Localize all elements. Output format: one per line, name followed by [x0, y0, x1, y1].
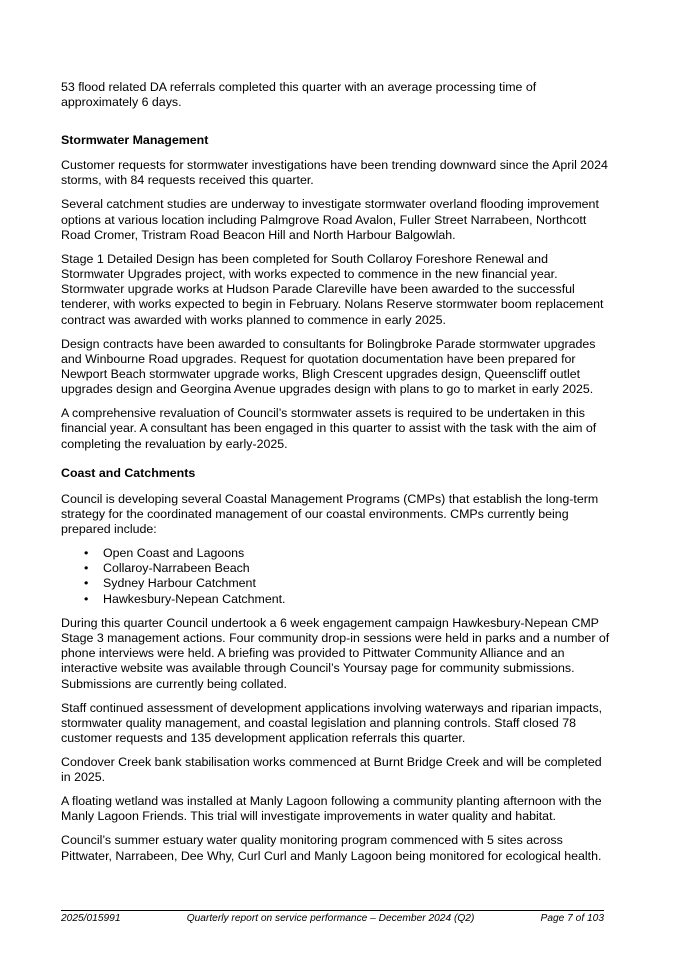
footer-doc-number: 2025/015991: [61, 913, 121, 924]
intro-paragraph: 53 flood related DA referrals completed this quarter with an average processing time of approximately 6 days.: [61, 80, 537, 110]
coast-paragraph: Condover Creek bank stabilisation works commenced at Burnt Bridge Creek and will be completed in 2025.: [61, 755, 602, 785]
coast-heading: Coast and Catchments: [61, 466, 196, 481]
page-footer: [61, 910, 604, 926]
stormwater-heading: Stormwater Management: [61, 133, 209, 147]
coast-paragraph: Staff continued assessment of development applications involving waterways and riparian impacts, stormwater quality management, and coastal legislation and planning controls. Staff closed 78 customer requests and 135 development application referrals this quarter.: [61, 700, 603, 746]
coast-paragraph: Council’s summer estuary water quality monitoring program commenced with 5 sites across Pittwater, Narrabeen, Dee Why, Curl Curl and Manly Lagoon being monitored for ecological health.: [61, 833, 602, 863]
list-item: • Hawkesbury-Nepean Catchment.: [103, 592, 611, 607]
stormwater-paragraph: Several catchment studies are underway to investigate stormwater overland flooding improvement options at various location including Palmgrove Road Avalon, Fuller Street Narrabeen, Northcott Road Cromer, Tristram Road Beacon Hill and North Harbour Balgowlah.: [61, 197, 599, 242]
cmp-list: [61, 546, 611, 607]
list-item: • Sydney Harbour Catchment: [103, 576, 611, 591]
list-item: • Open Coast and Lagoons: [103, 546, 611, 561]
coast-intro-paragraph: Council is developing several Coastal Management Programs (CMPs) that establish the long-term strategy for the coordinated management of our coastal environments. CMPs currently being prepared include:: [61, 491, 599, 537]
footer-page-number: Page 7 of 103: [540, 913, 604, 924]
stormwater-paragraph: Design contracts have been awarded to consultants for Bolingbroke Parade stormwater upgrades and Winbourne Road upgrades. Request for quotation documentation have been prepared for Newport Beach stormwater upgrade works, Bligh Crescent upgrades design, Queenscliff outlet upgrades design and Georgina Avenue upgrades design with plans to go to market in early 2025.: [61, 336, 596, 397]
footer-report-title: Quarterly report on service performance – December 2024 (Q2): [186, 913, 475, 924]
stormwater-paragraph: Customer requests for stormwater investigations have been trending downward since the April 2024 storms, with 84 requests received this quarter.: [61, 158, 608, 188]
document-body: [61, 80, 611, 873]
stormwater-paragraph: Stage 1 Detailed Design has been completed for South Collaroy Foreshore Renewal and Stormwater Upgrades project, with works expected to commence in the new financial year. Stormwater upgrade works at Hudson Parade Clareville have been awarded to the successful tenderer, with works expected to begin in February. Nolans Reserve stormwater boom replacement contract was awarded with works planned to commence in early 2025.: [61, 251, 604, 327]
list-item: • Collaroy-Narrabeen Beach: [103, 561, 611, 576]
coast-paragraph: A floating wetland was installed at Manly Lagoon following a community planting afternoon with the Manly Lagoon Friends. This trial will investigate improvements in water quality and habitat.: [61, 794, 602, 824]
stormwater-paragraph: A comprehensive revaluation of Council’s stormwater assets is required to be undertaken in this financial year. A consultant has been engaged in this quarter to assist with the task with the aim of completing the revaluation by early-2025.: [61, 406, 597, 451]
coast-paragraph: During this quarter Council undertook a 6 week engagement campaign Hawkesbury-Nepean CMP Stage 3 management actions. Four community drop-in sessions were held in parks and a number of phone interviews were held. A briefing was provided to Pittwater Community Alliance and an interactive website was available through Council’s Yoursay page for community submissions. Submissions are currently being collated.: [61, 615, 610, 691]
